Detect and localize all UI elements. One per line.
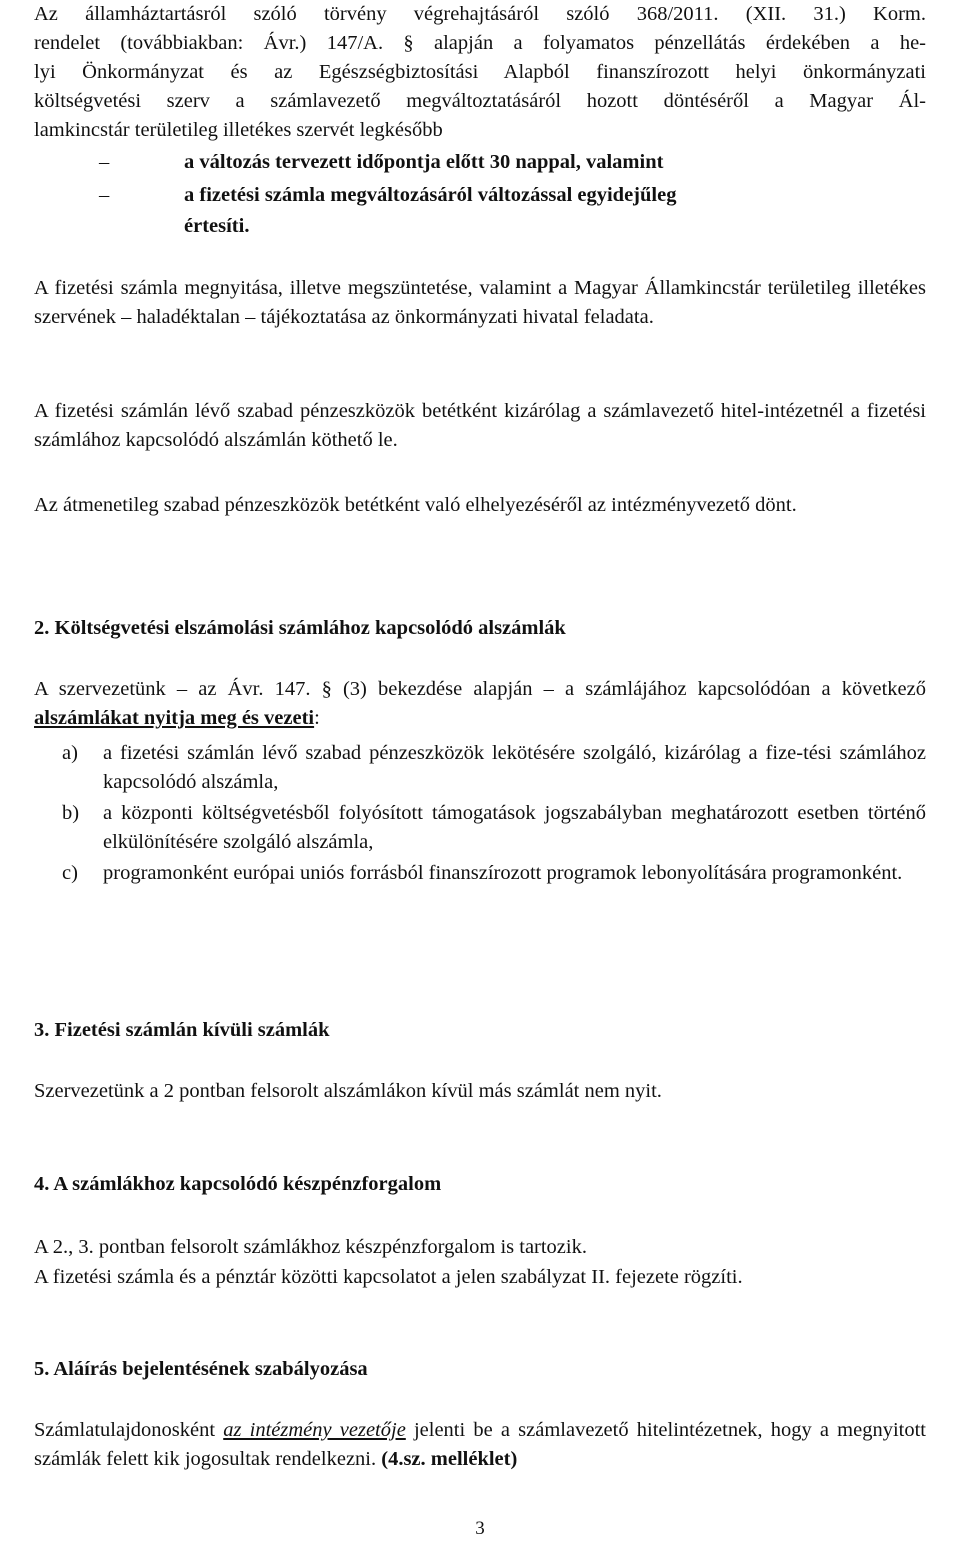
list-item: a) a fizetési számlán lévő szabad pénzeszközök lekötésére szolgáló, kizárólag a fize-tési számlához kapcsolódó alszámla, bbox=[62, 742, 926, 793]
intro-line: rendelet (továbbiakban: Ávr.) 147/A. § alapján a folyamatos pénzellátás érdekében a he- bbox=[34, 32, 926, 54]
section-title: 2. Költségvetési elszámolási számlához kapcsolódó alszámlák bbox=[34, 617, 566, 639]
section-title: 3. Fizetési számlán kívüli számlák bbox=[34, 1019, 330, 1041]
page-number: 3 bbox=[475, 1518, 485, 1539]
section2-intro: A szervezetünk – az Ávr. 147. § (3) bekezdése alapján – a számlájához kapcsolódóan a következő alszámlákat nyitja meg és vezeti: bbox=[34, 678, 926, 729]
section3-text: Szervezetünk a 2 pontban felsorolt alszámlákon kívül más számlát nem nyit. bbox=[34, 1080, 662, 1102]
intro-line: Az államháztartásról szóló törvény végrehajtásáról szóló 368/2011. (XII. 31.) Korm. bbox=[34, 3, 926, 25]
section4-line: A 2., 3. pontban felsorolt számlákhoz készpénzforgalom is tartozik. bbox=[34, 1236, 587, 1258]
list-item bbox=[34, 181, 926, 210]
list-item: b) a központi költségvetésből folyósított támogatások jogszabályban meghatározott esetben történő elkülönítésére szolgáló alszámla, bbox=[62, 802, 926, 853]
list-item-text: a fizetési számla megváltozásáról változással egyidejűleg bbox=[184, 184, 677, 206]
annex-reference: (4.sz. melléklet) bbox=[381, 1448, 518, 1470]
emphasis: alszámlákat nyitja meg és vezeti bbox=[34, 707, 315, 729]
para-deposit: A fizetési számlán lévő szabad pénzeszközök betétként kizárólag a számlavezető hitel-intézetnél a fizetési számlához kapcsolódó alszámlán köthető le. bbox=[34, 400, 926, 451]
dash-marker: – bbox=[99, 184, 110, 206]
list-item bbox=[34, 148, 926, 177]
section4-line: A fizetési számla és a pénztár közötti kapcsolatot a jelen szabályzat II. fejezete rögzíti. bbox=[34, 1266, 743, 1288]
para-opening: A fizetési számla megnyitása, illetve megszüntetése, valamint a Magyar Államkincstár területileg illetékes szervének – haladéktalan – tájékoztatása az önkormányzati hivatal feladata. bbox=[34, 277, 926, 328]
list-item: c) programonként európai uniós forrásból finanszírozott programok lebonyolítására programonként. bbox=[62, 862, 903, 884]
subaccount-list bbox=[34, 739, 926, 888]
intro-line: költségvetési szerv a számlavezető megváltoztatásáról hozott döntéséről a Magyar Ál- bbox=[34, 90, 926, 112]
intro-paragraph bbox=[34, 0, 926, 145]
notify-list bbox=[34, 148, 926, 241]
section-title: 5. Aláírás bejelentésének szabályozása bbox=[34, 1358, 368, 1380]
section-title: 4. A számlákhoz kapcsolódó készpénzforgalom bbox=[34, 1173, 442, 1195]
list-item-continuation bbox=[34, 212, 926, 241]
list-item-text: a változás tervezett időpontja előtt 30 nappal, valamint bbox=[184, 151, 664, 173]
intro-line: lamkincstár területileg illetékes szervét legkésőbb bbox=[34, 119, 443, 141]
section5-text: Számlatulajdonosként az intézmény vezetője jelenti be a számlavezető hitelintézetnek, hogy a megnyitott számlák felett kik jogosultak rendelkezni. (4.sz. melléklet) bbox=[34, 1419, 926, 1470]
emphasis: az intézmény vezetője bbox=[223, 1419, 406, 1441]
intro-line: lyi Önkormányzat és az Egészségbiztosítási Alapból finanszírozott helyi önkormányzati bbox=[34, 61, 926, 83]
para-temp: Az átmenetileg szabad pénzeszközök betétként való elhelyezéséről az intézményvezető dönt. bbox=[34, 494, 797, 516]
dash-marker: – bbox=[99, 151, 110, 173]
list-item-text: értesíti. bbox=[184, 215, 250, 237]
